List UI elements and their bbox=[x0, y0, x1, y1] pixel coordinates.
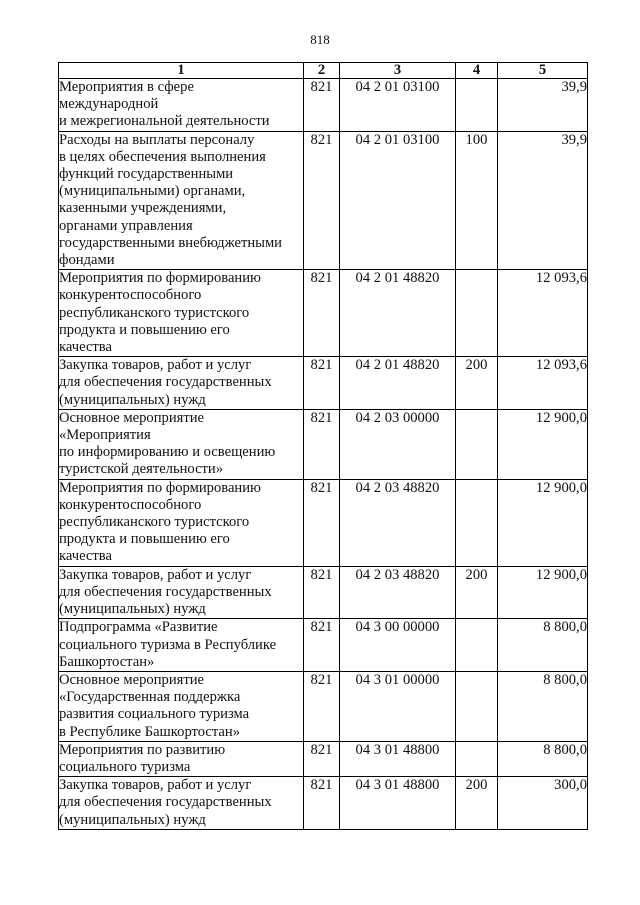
row-ved: 821 bbox=[304, 357, 340, 410]
table-row bbox=[59, 409, 588, 479]
budget-table bbox=[58, 62, 588, 830]
row-sum: 12 093,6 bbox=[498, 357, 588, 410]
row-vr bbox=[456, 479, 498, 566]
header-col-5: 5 bbox=[498, 63, 588, 79]
row-name: Расходы на выплаты персоналу в целях обеспечения выполнения функций государственными (муниципальными) органами, казенными учреждениями, органами управления государственными внебюджетными фондами bbox=[59, 131, 304, 270]
table-row bbox=[59, 479, 588, 566]
row-csr: 04 2 01 03100 bbox=[340, 79, 456, 132]
header-col-2: 2 bbox=[304, 63, 340, 79]
header-col-4: 4 bbox=[456, 63, 498, 79]
table-row bbox=[59, 566, 588, 619]
row-sum: 12 093,6 bbox=[498, 270, 588, 357]
row-vr bbox=[456, 619, 498, 672]
row-csr: 04 3 01 48800 bbox=[340, 777, 456, 830]
row-sum: 300,0 bbox=[498, 777, 588, 830]
row-csr: 04 2 03 00000 bbox=[340, 409, 456, 479]
row-csr: 04 3 01 00000 bbox=[340, 671, 456, 741]
row-ved: 821 bbox=[304, 619, 340, 672]
row-ved: 821 bbox=[304, 409, 340, 479]
row-vr: 200 bbox=[456, 777, 498, 830]
row-csr: 04 3 00 00000 bbox=[340, 619, 456, 672]
row-name: Закупка товаров, работ и услуг для обеспечения государственных (муниципальных) нужд bbox=[59, 777, 304, 830]
row-csr: 04 2 03 48820 bbox=[340, 479, 456, 566]
table-row bbox=[59, 671, 588, 741]
header-col-3: 3 bbox=[340, 63, 456, 79]
row-vr bbox=[456, 671, 498, 741]
row-name: Подпрограмма «Развитие социального туризма в Республике Башкортостан» bbox=[59, 619, 304, 672]
table-row bbox=[59, 619, 588, 672]
row-sum: 39,9 bbox=[498, 79, 588, 132]
row-sum: 12 900,0 bbox=[498, 479, 588, 566]
row-vr bbox=[456, 409, 498, 479]
row-sum: 8 800,0 bbox=[498, 619, 588, 672]
row-name: Мероприятия по развитию социального туризма bbox=[59, 741, 304, 776]
row-name: Мероприятия в сфере международной и межрегиональной деятельности bbox=[59, 79, 304, 132]
row-name: Мероприятия по формированию конкурентоспособного республиканского туристского продукта и повышению его качества bbox=[59, 479, 304, 566]
row-ved: 821 bbox=[304, 566, 340, 619]
table-row bbox=[59, 131, 588, 270]
row-sum: 12 900,0 bbox=[498, 566, 588, 619]
row-ved: 821 bbox=[304, 270, 340, 357]
row-ved: 821 bbox=[304, 479, 340, 566]
row-ved: 821 bbox=[304, 79, 340, 132]
row-name: Закупка товаров, работ и услуг для обеспечения государственных (муниципальных) нужд bbox=[59, 357, 304, 410]
table-row bbox=[59, 357, 588, 410]
row-csr: 04 2 01 48820 bbox=[340, 357, 456, 410]
row-csr: 04 2 03 48820 bbox=[340, 566, 456, 619]
row-vr: 200 bbox=[456, 566, 498, 619]
row-ved: 821 bbox=[304, 777, 340, 830]
table-row bbox=[59, 777, 588, 830]
row-name: Основное мероприятие «Мероприятия по информированию и освещению туристской деятельности» bbox=[59, 409, 304, 479]
header-row bbox=[59, 63, 588, 79]
row-csr: 04 2 01 03100 bbox=[340, 131, 456, 270]
row-ved: 821 bbox=[304, 671, 340, 741]
row-name: Мероприятия по формированию конкурентоспособного республиканского туристского продукта и повышению его качества bbox=[59, 270, 304, 357]
row-sum: 39,9 bbox=[498, 131, 588, 270]
table-row bbox=[59, 741, 588, 776]
row-ved: 821 bbox=[304, 131, 340, 270]
row-vr: 100 bbox=[456, 131, 498, 270]
row-name: Закупка товаров, работ и услуг для обеспечения государственных (муниципальных) нужд bbox=[59, 566, 304, 619]
row-ved: 821 bbox=[304, 741, 340, 776]
row-vr: 200 bbox=[456, 357, 498, 410]
page-number: 818 bbox=[310, 32, 330, 47]
table-row bbox=[59, 270, 588, 357]
row-csr: 04 2 01 48820 bbox=[340, 270, 456, 357]
row-name: Основное мероприятие «Государственная поддержка развития социального туризма в Республике Башкортостан» bbox=[59, 671, 304, 741]
row-sum: 8 800,0 bbox=[498, 741, 588, 776]
row-csr: 04 3 01 48800 bbox=[340, 741, 456, 776]
row-sum: 8 800,0 bbox=[498, 671, 588, 741]
header-col-1: 1 bbox=[59, 63, 304, 79]
table-row bbox=[59, 79, 588, 132]
row-sum: 12 900,0 bbox=[498, 409, 588, 479]
row-vr bbox=[456, 741, 498, 776]
row-vr bbox=[456, 270, 498, 357]
row-vr bbox=[456, 79, 498, 132]
